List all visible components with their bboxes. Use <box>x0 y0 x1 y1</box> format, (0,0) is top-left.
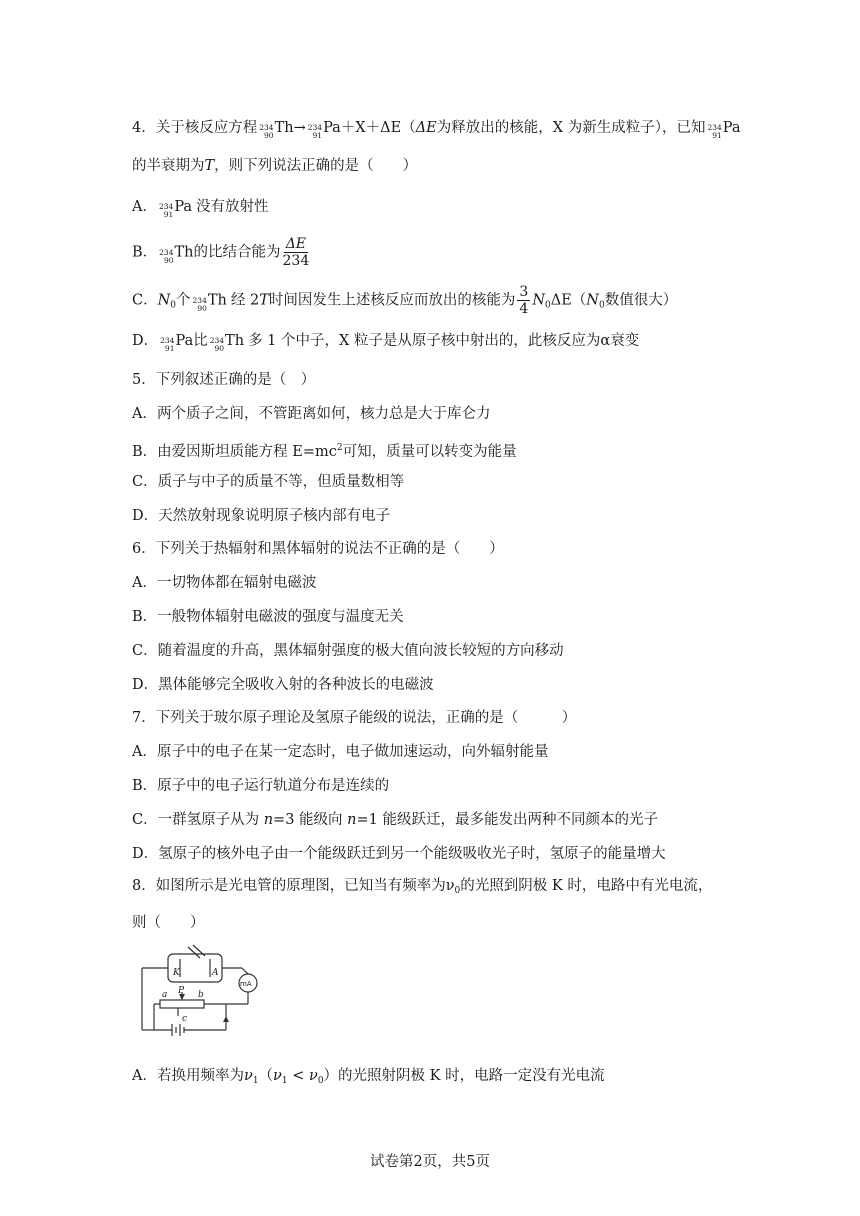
svg-text:P: P <box>178 986 185 996</box>
photocell-circuit-diagram <box>138 944 268 1040</box>
th-nuclide-indices: 234 90 <box>259 123 274 140</box>
svg-text:c: c <box>182 1014 188 1024</box>
q6-option-c: C．随着温度的升高，黑体辐射强度的极大值向波长较短的方向移动 <box>132 643 564 659</box>
q4-option-c: C．$N_0$个 234 90 Th 经 2T时间因发生上述核反应而放出的核能为 $\frac{3}{4}$ $N_0\Delta E(N_0$数值很大） <box>132 284 678 317</box>
q5-stem: 5．下列叙述正确的是（ ） <box>132 372 316 388</box>
q4-option-d: D． 234 91 Pa比 234 90 Th 多 1 个中子，X 粒子是从原子核中射出的，此核反应为α衰变 <box>132 333 640 353</box>
q4-option-b: B． 234 90 Th的比结合能为 $\frac{\Delta E}{234}$ <box>132 236 310 269</box>
svg-text:K: K <box>173 968 180 978</box>
page-footer: 试卷第2页，共5页 <box>370 1154 490 1170</box>
q8-option-a: A．若换用频率为$\nu_1(\nu_1 < \nu_0)$的光照射阴极 K 时，电路一定没有光电流 <box>132 1068 605 1086</box>
pa-nuclide-indices: 234 91 <box>307 123 323 140</box>
q7-stem: 7．下列关于玻尔原子理论及氢原子能级的说法，正确的是（ ） <box>132 710 577 726</box>
q7-option-b: B．原子中的电子运行轨道分布是连续的 <box>132 778 390 794</box>
svg-text:mA: mA <box>240 980 252 988</box>
q8-stem-line1: 8．如图所示是光电管的原理图，已知当有频率为$\nu_0$的光照到阴极 K 时，电路中有光电流， <box>132 878 713 896</box>
q5-option-b: B．由爱因斯坦质能方程 $E=mc^2$可知，质量可以转变为能量 <box>132 443 517 460</box>
q7-option-a: A．原子中的电子在某一定态时，电子做加速运动，向外辐射能量 <box>132 744 549 760</box>
q6-option-d: D．黑体能够完全吸收入射的各种波长的电磁波 <box>132 677 434 693</box>
q4-stem-line1: 4．关于核反应方程 234 90 Th→ 234 91 Pa＋X＋ΔE（ΔE为释放出的核能，X 为新生成粒子），已知 234 91 Pa <box>132 120 741 140</box>
current-arrow <box>223 1016 229 1022</box>
fraction-three-quarters: $\frac{3}{4}$ <box>519 284 529 317</box>
q5-option-d: D．天然放射现象说明原子核内部有电子 <box>132 508 391 524</box>
q6-option-b: B．一般物体辐射电磁波的强度与温度无关 <box>132 609 404 625</box>
q4-option-a: A． 234 91 Pa 没有放射性 <box>132 199 269 219</box>
q5-option-c: C．质子与中子的质量不等，但质量数相等 <box>132 474 405 490</box>
q7-option-d: D．氢原子的核外电子由一个能级跃迁到另一个能级吸收光子时，氢原子的能量增大 <box>132 846 666 862</box>
rheostat <box>160 1000 204 1008</box>
q8-stem-line2: 则（ ） <box>132 915 205 931</box>
q4-stem-line2: 的半衰期为T，则下列说法正确的是（ ） <box>132 158 418 174</box>
fraction-de-over-234: $\frac{\Delta E}{234}$ <box>282 236 310 269</box>
svg-text:b: b <box>198 990 204 1000</box>
q7-option-c: C．一群氢原子从为 n=3 能级向 n=1 能级跃迁，最多能发出两种不同颜本的光子 <box>132 812 658 828</box>
svg-text:A: A <box>212 968 219 978</box>
q6-option-a: A．一切物体都在辐射电磁波 <box>132 575 317 591</box>
svg-text:a: a <box>162 990 168 1000</box>
q6-stem: 6．下列关于热辐射和黑体辐射的说法不正确的是（ ） <box>132 541 504 557</box>
q5-option-a: A．两个质子之间，不管距离如何，核力总是大于库仑力 <box>132 406 491 422</box>
